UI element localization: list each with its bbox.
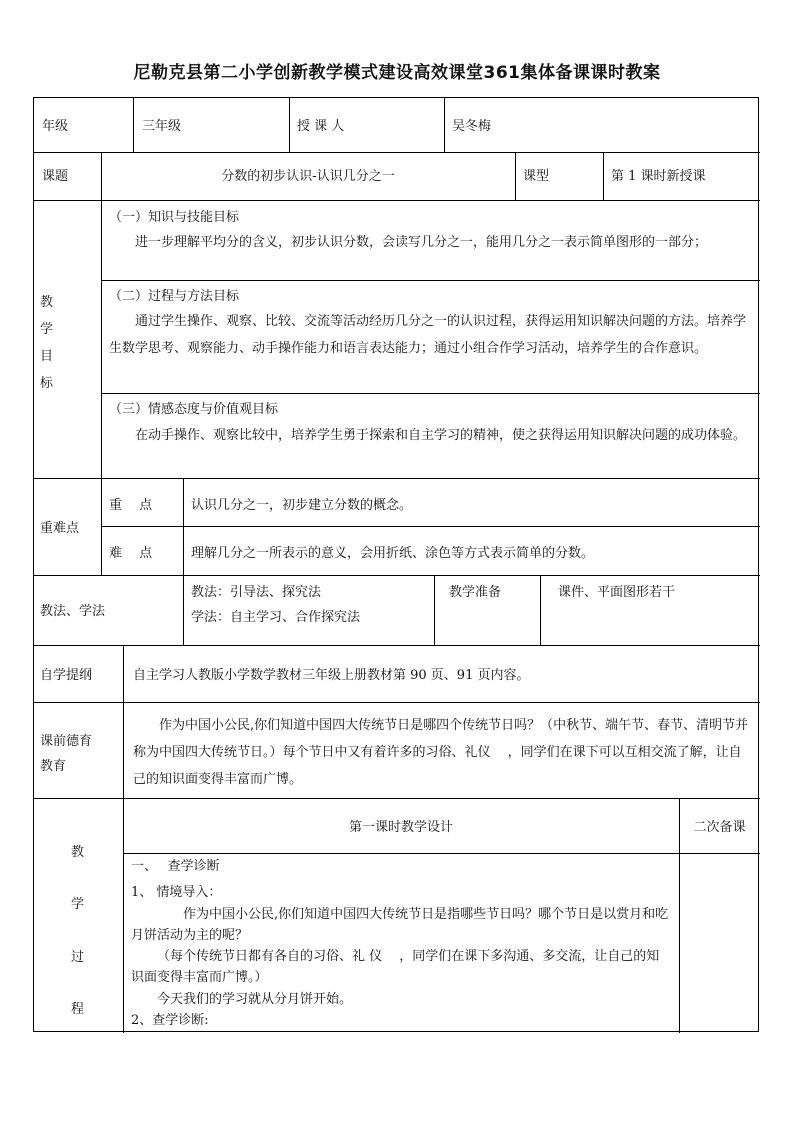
row-divider (34, 798, 760, 799)
lesson-plan-table (33, 97, 759, 1032)
key-points-label: 重难点 (40, 521, 80, 536)
col-divider (101, 152, 102, 575)
process-label-char: 过 (71, 950, 85, 965)
row-divider (34, 645, 760, 646)
page-title: 尼勒克县第二小学创新教学模式建设高效课堂361集体备课课时教案 (133, 63, 661, 83)
self-study-label: 自学提纲 (40, 668, 93, 683)
row-divider (101, 393, 760, 394)
teaching-method: 教法：引导法、探究法 (191, 585, 322, 600)
col-divider (183, 575, 184, 645)
difficult-point-label: 难 点 (109, 546, 153, 561)
process-label-char: 程 (71, 1002, 85, 1017)
second-prep-label: 二次备课 (693, 820, 746, 835)
intro-closing: 今天我们的学习就从分月饼开始。 (157, 992, 353, 1007)
col-divider (133, 98, 134, 152)
row-divider (34, 152, 760, 153)
col-divider (123, 645, 124, 1033)
objectives-label-char: 学 (40, 322, 54, 337)
row-divider (34, 200, 760, 201)
teacher-label: 授 课 人 (297, 119, 345, 134)
topic-label: 课题 (42, 169, 69, 184)
col-divider (289, 98, 290, 152)
process-objective-body: 通过学生操作、观察、比较、交流等活动经历几分之一的认识过程，获得运用知识解决问题的方法。培养学生数学思考、观察能力、动手操作能力和语言表达能力；通过小组合作学习活动，培养学生的合作意识。 (109, 314, 747, 356)
teaching-prep-label: 教学准备 (449, 585, 502, 600)
topic-value: 分数的初步认识-认识几分之一 (221, 169, 395, 184)
item-heading: 2、查学诊断: (131, 1013, 209, 1028)
knowledge-objective-body: 进一步理解平均分的含义，初步认识分数，会读写几分之一，能用几分之一表示简单图形的一部分； (135, 235, 708, 250)
col-divider (183, 478, 184, 575)
teacher-value: 吴冬梅 (452, 119, 492, 134)
lesson-type-value: 第 1 课时新授课 (611, 169, 706, 184)
learning-method: 学法：自主学习、合作探究法 (191, 610, 361, 625)
moral-body: 作为中国小公民,你们知道中国四大传统节日是哪四个传统节日吗？（中秋节、端午节、春节、清明节并称为中国四大传统节日。）每个节日中又有着许多的习俗、礼仪 ，同学们在课下可以互相交流了解，让自己的知识面变得丰富而广博。 (133, 718, 749, 787)
knowledge-objective-heading: （一）知识与技能目标 (109, 210, 240, 225)
row-divider (101, 526, 760, 527)
row-divider (34, 702, 760, 703)
step-heading: 一、 查学诊断 (131, 859, 220, 874)
lesson-type-label: 课型 (523, 169, 550, 184)
col-divider (434, 575, 435, 645)
grade-label: 年级 (42, 119, 69, 134)
emotion-objective-heading: （三）情感态度与价值观目标 (109, 402, 279, 417)
key-point-value: 认识几分之一，初步建立分数的概念。 (191, 498, 413, 513)
objectives-label-char: 目 (40, 349, 54, 364)
difficult-point-value: 理解几分之一所表示的意义，会用折纸、涂色等方式表示简单的分数。 (191, 546, 595, 561)
process-label-char: 学 (71, 897, 85, 912)
row-divider (123, 853, 760, 854)
col-divider (515, 152, 516, 200)
methods-label: 教法、学法 (40, 604, 106, 619)
process-label-char: 教 (71, 845, 85, 860)
intro-paragraph: 作为中国小公民,你们知道中国四大传统节日是指哪些节日吗？哪个节日是以赏月和吃月饼活动为主的呢？ (131, 907, 669, 943)
emotion-objective-body: 在动手操作、观察比较中，培养学生勇于探索和自主学习的精神，使之获得运用知识解决问题的成功体验。 (135, 428, 747, 443)
row-divider (34, 575, 760, 576)
moral-label: 教育 (40, 759, 67, 774)
process-objective-heading: （二）过程与方法目标 (109, 289, 240, 304)
col-divider (603, 152, 604, 200)
moral-label: 课前德育 (40, 734, 93, 749)
key-point-label: 重 点 (109, 498, 153, 513)
design-title: 第一课时教学设计 (348, 820, 453, 835)
row-divider (34, 478, 760, 479)
teaching-prep-value: 课件、平面图形若干 (558, 585, 676, 600)
objectives-label-char: 教 (40, 295, 54, 310)
col-divider (540, 575, 541, 645)
col-divider (444, 98, 445, 152)
self-study-value: 自主学习人教版小学数学教材三年级上册教材第 90 页、91 页内容。 (133, 668, 530, 683)
row-divider (101, 280, 760, 281)
objectives-label-char: 标 (40, 376, 54, 391)
intro-note: （每个传统节日都有各自的习俗、礼 仪 ，同学们在课下多沟通、多交流，让自己的知识面变得丰富而广博。） (131, 949, 660, 985)
item-heading: 1、 情境导入： (131, 885, 222, 900)
grade-value: 三年级 (142, 119, 182, 134)
